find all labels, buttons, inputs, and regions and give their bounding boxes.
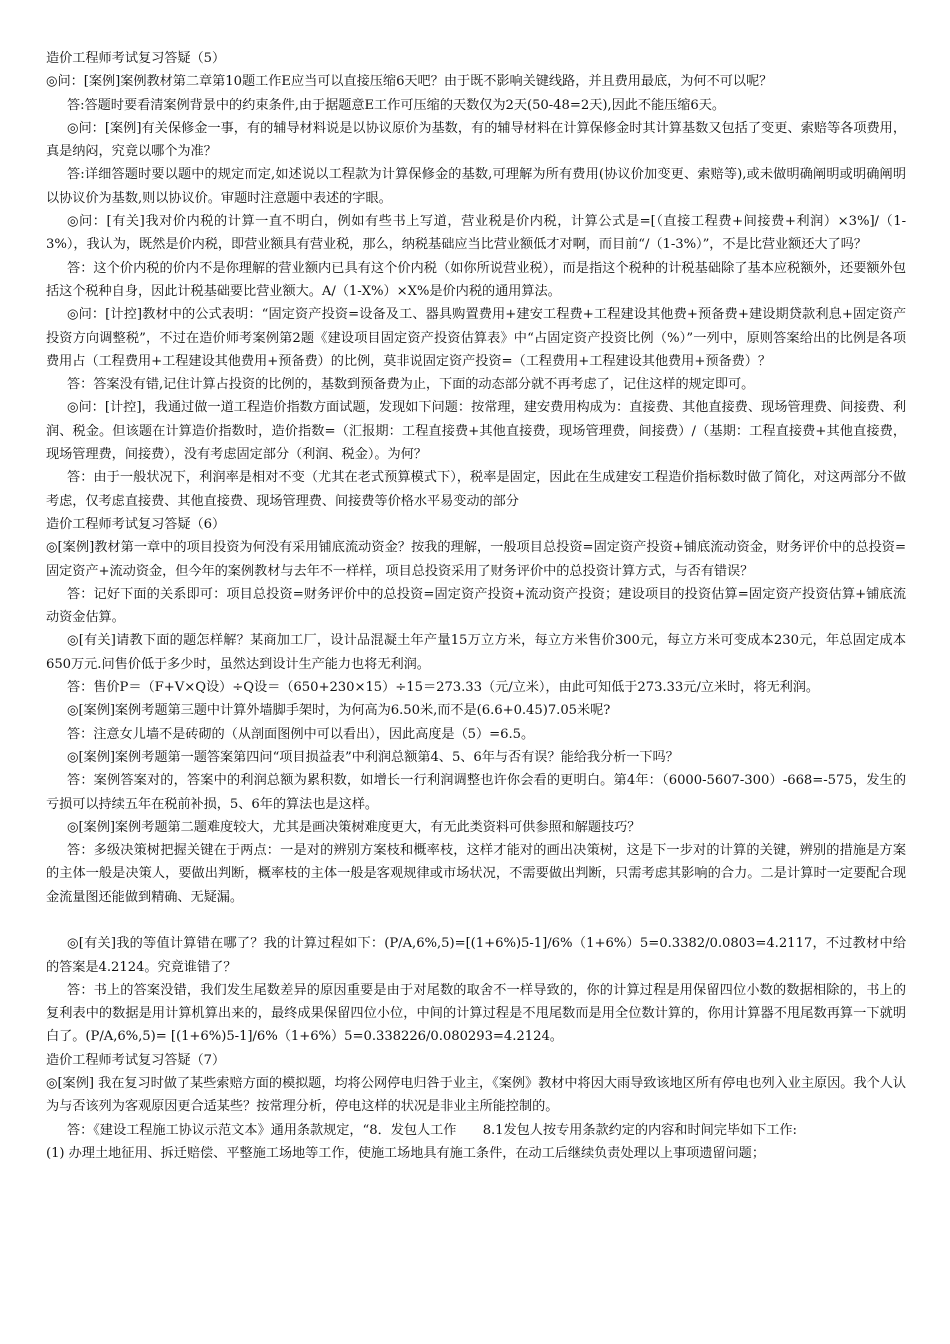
paragraph: ◎[有关]请教下面的题怎样解？某商加工厂，设计品混凝土年产量15万立方米，每立方米售价300元，每立方米可变成本230元，年总固定成本650万元.问售价低于多少时，虽然达到设计生产能力也将无利润。 [46,633,906,672]
paragraph: 答：这个价内税的价内不是你理解的营业额内已具有这个价内税（如你所说营业税），而是指这个税种的计税基础除了基本应税额外，还要额外包括这个税种自身，因此计税基础要比营业额大。A/（1-X%）×X%是价内税的通用算法。 [46,260,906,299]
paragraph: ◎问：[有关]我对价内税的计算一直不明白，例如有些书上写道，营业税是价内税，计算公式是=[（直接工程费+间接费+利润）×3%]/（1-3%），我认为，既然是价内税，即营业额具有营业税，那么，纳税基础应当比营业额低才对啊，而目前“/（1-3%）”，不是比营业额还大了吗？ [46,214,906,253]
paragraph: 答：多级决策树把握关键在于两点：一是对的辨别方案枝和概率枝，这样才能对的画出决策树，这是下一步对的计算的关键，辨别的措施是方案的主体一般是决策人，要做出判断，概率枝的主体一般是客观规律或市场状况，不需要做出判断，只需考虑其影响的合力。二是计算时一定要配合现金流量图还能做到精确、无疑漏。 [46,843,906,905]
paragraph: 答：由于一般状况下，利润率是相对不变（尤其在老式预算模式下），税率是固定，因此在生成建安工程造价指标数时做了简化，对这两部分不做考虑，仅考虑直接费、其他直接费、现场管理费、间接费等价格水平易变动的部分 [46,470,906,509]
paragraph: 造价工程师考试复习答疑（5） [46,51,226,66]
paragraph: ◎问：[计控]，我通过做一道工程造价指数方面试题，发现如下问题：按常理，建安费用构成为：直接费、其他直接费、现场管理费、间接费、利润、税金。但该题在计算造价指数时，造价指数=（汇报期：工程直接费+其他直接费，现场管理费，间接费）/（基期：工程直接费+其他直接费，现场管理费，间接费），没有考虑固定部分（利润、税金）。为何？ [46,400,906,463]
paragraph: 答：答案没有错,记住计算占投资的比例的，基数到预备费为止，下面的动态部分就不再考虑了，记住这样的规定即可。 [67,377,755,393]
paragraph: 答：售价P＝（F+V×Q设）÷Q设＝（650+230×15）÷15＝273.33（元/立米），由此可知低于273.33元/立米时，将无利润。 [67,680,820,696]
paragraph: 答：注意女儿墙不是砖砌的（从剖面图例中可以看出），因此高度是（5）=6.5。 [67,726,535,742]
paragraph: ◎问：[案例]案例教材第二章第10题工作E应当可以直接压缩6天吧？由于既不影响关键线路，并且费用最底，为何不可以呢？ [46,74,773,90]
paragraph: 答：案例答案对的，答案中的利润总额为累积数，如增长一行利润调整也许你会看的更明白。第4年：（6000-5607-300）-668=-575，发生的亏损可以持续五年在税前补损，5、6年的算法也是这样。 [46,773,906,812]
paragraph: 造价工程师考试复习答疑（7） [46,1052,226,1068]
paragraph: ◎[案例]教材第一章中的项目投资为何没有采用铺底流动资金？按我的理解，一般项目总投资=固定资产投资+铺底流动资金，财务评价中的总投资=固定资产+流动资金，但今年的案例教材与去年不一样样，项目总投资采用了财务评价中的总投资计算方式，与否有错误？ [46,540,906,579]
paragraph: ◎问：[计控]教材中的公式表明：“固定资产投资=设备及工、器具购置费用+建安工程费+工程建设其他费+预备费+建设期贷款利息+固定资产投资方向调整税”，不过在造价师考案例第2题《建设项目固定资产投资估算表》中“占固定资产投资比例（%）”一列中，原则答案给出的比例是各项费用占（工程费用+工程建设其他费用+预备费）的比例，莫非说固定资产投资=（工程费用+工程建设其他费用+预备费）？ [46,307,906,369]
paragraph: 答：《建设工程施工协议示范文本》通用条款规定，“8．发包人工作 8.1发包人按专用条款约定的内容和时间完毕如下工作: [67,1122,797,1138]
paragraph: ◎[有关]我的等值计算错在哪了？我的计算过程如下：(P/A,6%,5)=[(1+6%)5-1]/6%（1+6%）5=0.3382/0.0803=4.2117，不过教材中给的答案是4.2124。究竟谁错了？ [46,936,906,975]
paragraph: 答：书上的答案没错，我们发生尾数差异的原因重要是由于对尾数的取舍不一样导致的，你的计算过程是用保留四位小数的数据相除的，书上的复利表中的数据是用计算机算出来的，最终成果保留四位小位，中间的计算过程是不甩尾数而是用全位数计算的，你用计算器不甩尾数再算一下就明白了。(P/A,6%,5)= [(1+6%)5-1]/6%（1+6%）5=0.338226/0.080293=4.2124。 [46,982,906,1045]
paragraph: ◎[案例] 我在复习时做了某些索赔方面的模拟题，均将公网停电归咎于业主，《案例》教材中将因大雨导致该地区所有停电也列入业主原因。我个人认为与否该列为客观原因更合适某些？按常理分析，停电这样的状况是非业主所能控制的。 [46,1076,906,1115]
paragraph: ◎[案例]案例考题第三题中计算外墙脚手架时，为何高为6.50米,而不是(6.6+0.45)7.05米呢? [67,703,611,719]
paragraph: ◎[案例]案例考题第一题答案第四问“项目损益表”中利润总额第4、5、6年与否有误？能给我分析一下吗？ [67,749,679,765]
paragraph: ◎[案例]案例考题第二题难度较大，尤其是画决策树难度更大，有无此类资料可供参照和解题技巧？ [67,819,641,835]
blank-line [46,909,906,932]
paragraph: 造价工程师考试复习答疑（6） [46,516,226,532]
paragraph: 答：记好下面的关系即可：项目总投资=财务评价中的总投资=固定资产投资+流动资产投资；建设项目的投资估算=固定资产投资估算+铺底流动资金估算。 [46,586,906,626]
paragraph: 答:答题时要看清案例背景中的约束条件,由于据题意E工作可压缩的天数仅为2天(50-48=2天),因此不能压缩6天。 [67,97,726,113]
paragraph: (1) 办理土地征用、拆迁赔偿、平整施工场地等工作，使施工场地具有施工条件，在动工后继续负责处理以上事项遗留问题； [46,1145,765,1161]
paragraph: 答:详细答题时要以题中的规定而定,如述说以工程款为计算保修金的基数,可理解为所有费用(协议价加变更、索赔等),或未做明确阐明或明确阐明以协议价为基数,则以协议价。审题时注意题中表述的字眼。 [46,167,906,206]
paragraph: ◎问：[案例]有关保修金一事，有的辅导材料说是以协议原价为基数，有的辅导材料在计算保修金时其计算基数又包括了变更、索赔等各项费用，真是纳闷，究竟以哪个为准？ [46,120,906,160]
